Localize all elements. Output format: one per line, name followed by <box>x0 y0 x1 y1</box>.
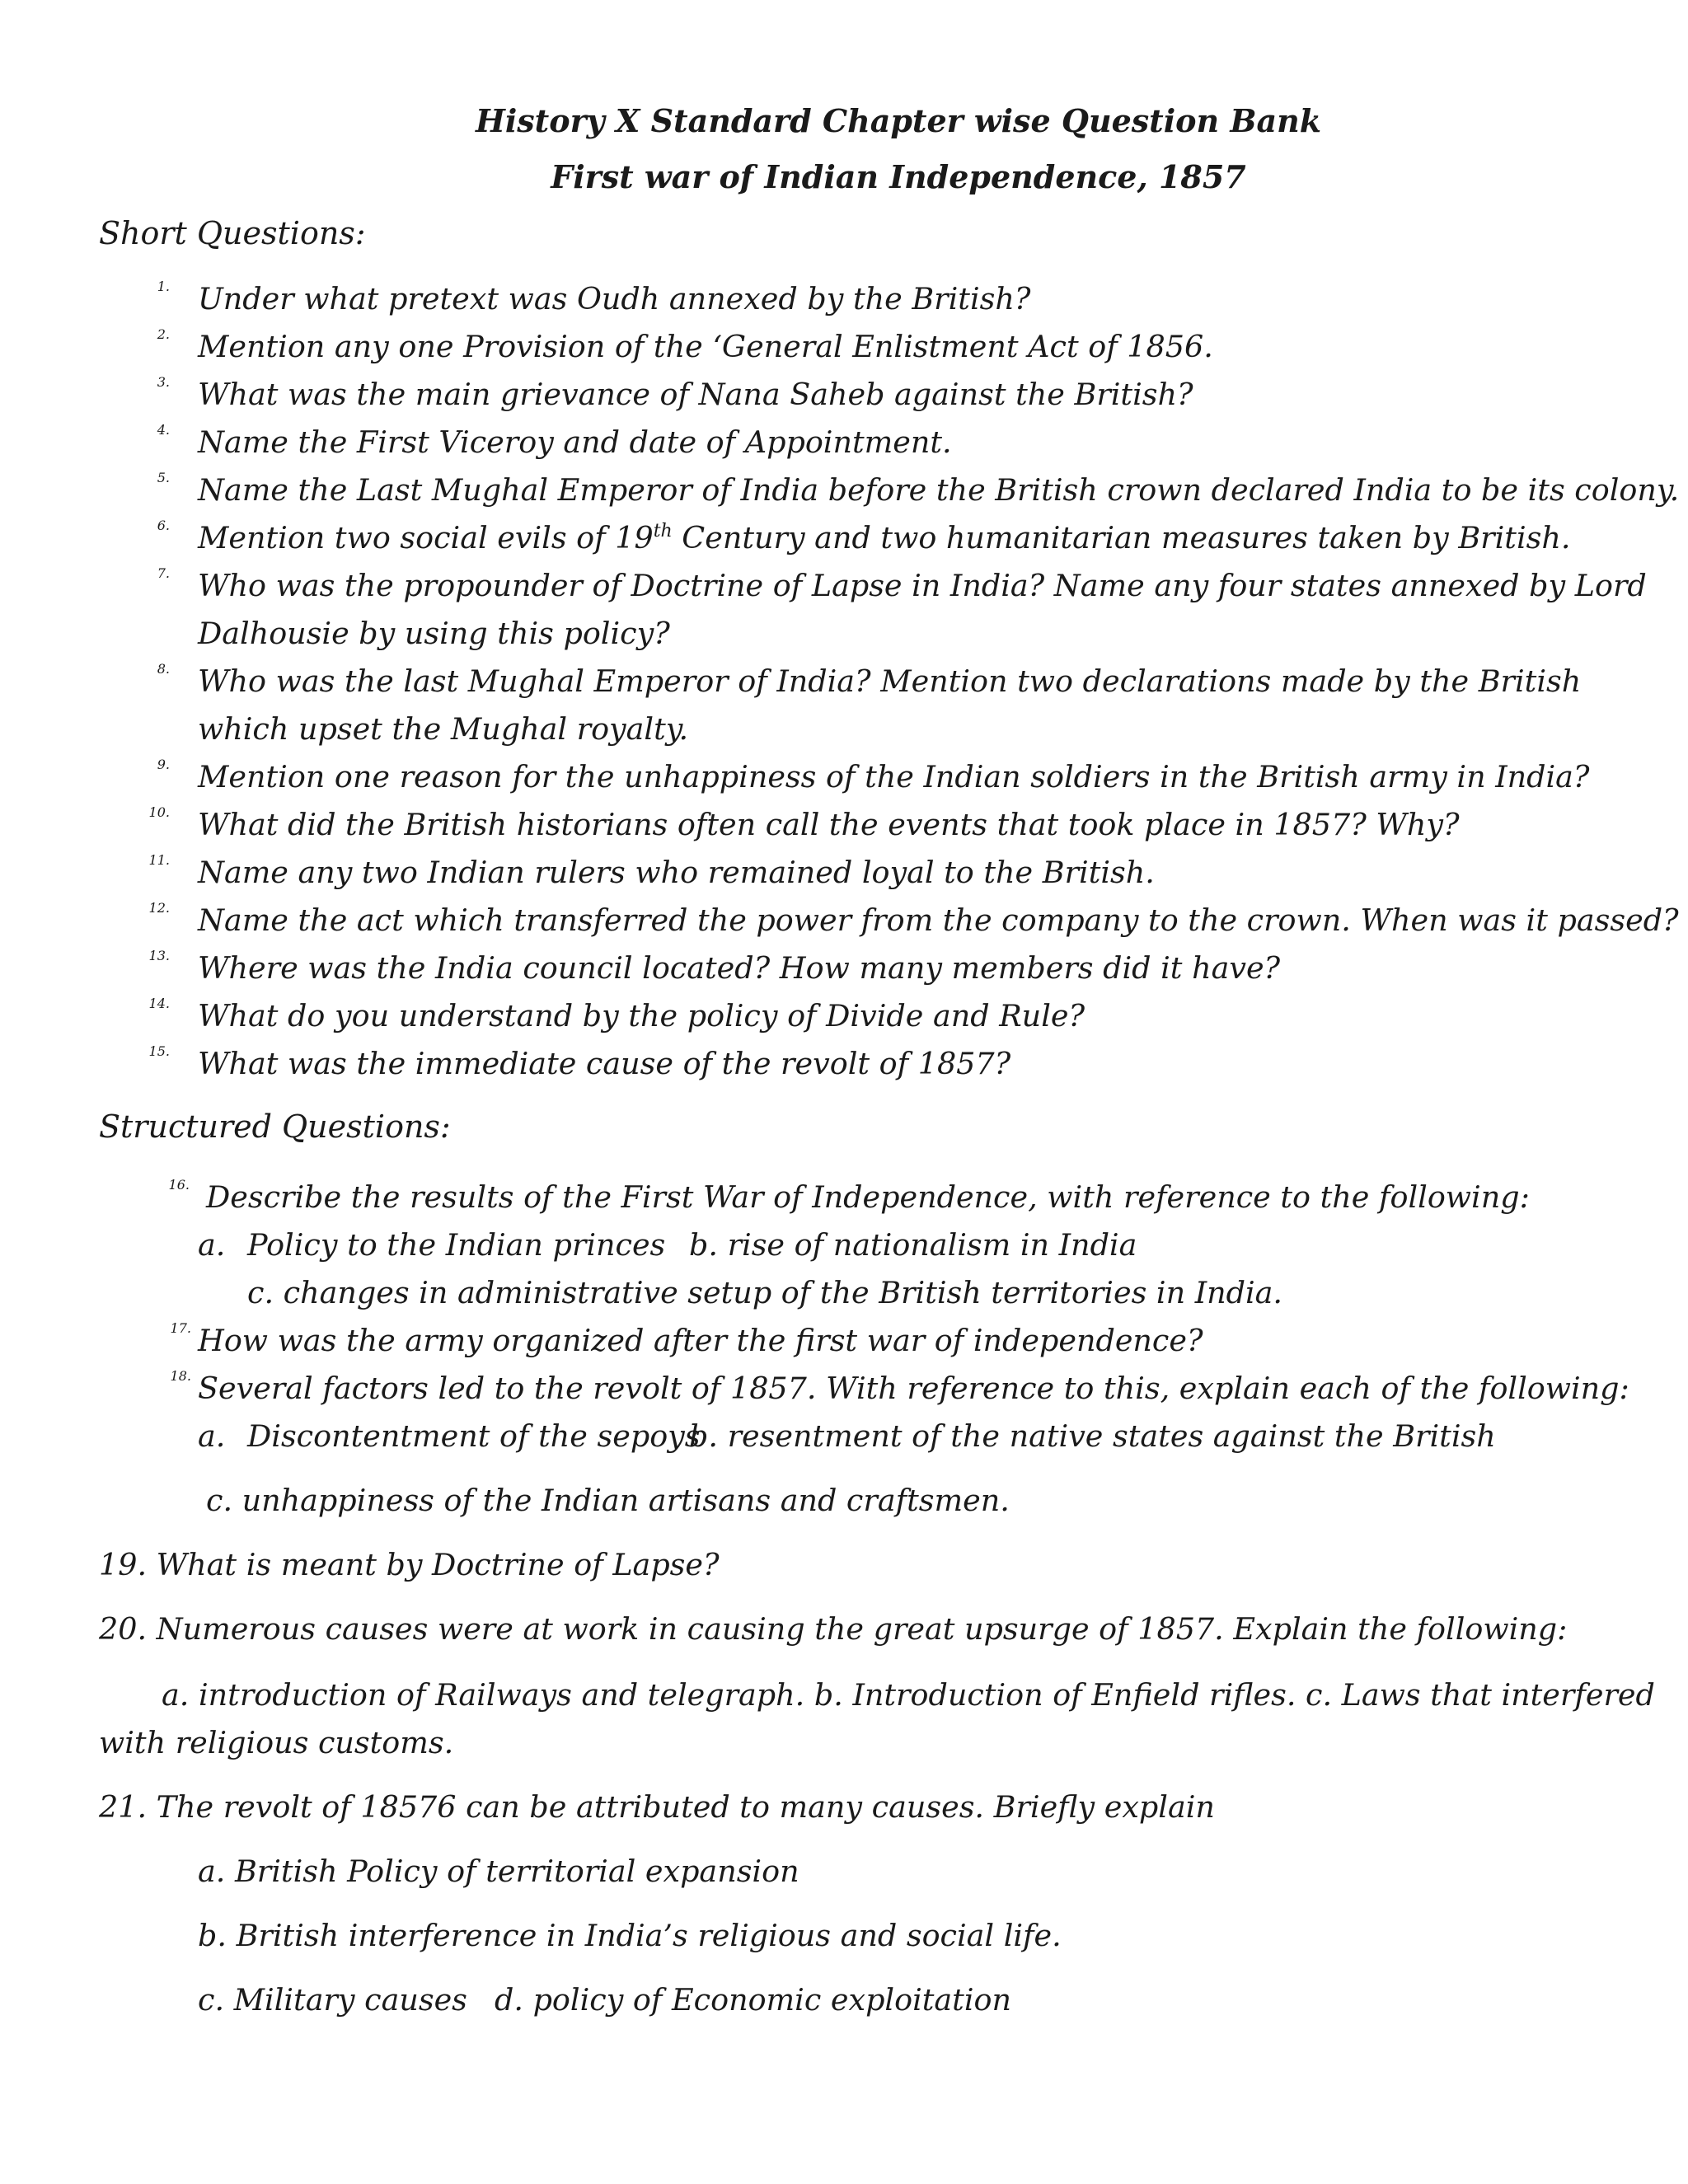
question-number: 11. <box>148 852 170 868</box>
option-c: c. changes in administrative setup of the British territories in India. <box>247 1275 1283 1310</box>
question-number: 1. <box>157 279 170 294</box>
question-number: 5. <box>157 470 170 485</box>
question-text: Under what pretext was Oudh annexed by the British? <box>198 281 1031 316</box>
question-number: 17. <box>170 1320 191 1336</box>
short-question-5 <box>0 470 1688 511</box>
short-question-4 <box>0 422 1688 463</box>
option-c: c. Military causes <box>198 1982 467 2018</box>
ordinal-superscript: th <box>653 521 673 541</box>
option-a: Discontentment of the sepoys <box>247 1418 701 1454</box>
question-text: What did the British historians often call the events that took place in 1857? Why? <box>198 807 1460 842</box>
question-number: 3. <box>157 374 170 390</box>
question-text: Name the act which transferred the power from the company to the crown. When was it passed? <box>198 902 1679 938</box>
question-text-continued: which upset the Mughal royalty. <box>198 711 689 747</box>
question-number: 13. <box>148 948 170 963</box>
question-number: 7. <box>157 565 170 581</box>
short-question-3 <box>0 374 1688 415</box>
short-question-6 <box>0 518 1688 559</box>
option-label: a. <box>198 1227 226 1263</box>
short-question-9 <box>0 757 1688 798</box>
option-b: b. British interference in India’s religious and social life. <box>198 1918 1062 1953</box>
short-question-13 <box>0 948 1688 989</box>
short-question-7 <box>0 565 1688 651</box>
question-number: 15. <box>148 1043 170 1059</box>
short-question-10 <box>0 804 1688 846</box>
option-b: b. resentment of the native states against the British <box>689 1418 1496 1454</box>
question-text: Name the First Viceroy and date of Appointment. <box>198 424 952 460</box>
chapter-title: First war of Indian Independence, 1857 <box>551 158 1246 195</box>
question-text-part: Century and two humanitarian measures taken by British. <box>672 520 1571 555</box>
question-text-part: Mention two social evils of 19 <box>198 520 654 555</box>
question-number: 12. <box>148 900 170 916</box>
question-21: 21. The revolt of 18576 can be attributed to many causes. Briefly explain <box>99 1789 1215 1825</box>
question-20-options-cont: with religious customs. <box>99 1725 454 1760</box>
question-text: What was the immediate cause of the revolt of 1857? <box>198 1046 1011 1081</box>
short-question-14 <box>0 996 1688 1037</box>
option-a: a. British Policy of territorial expansion <box>198 1854 799 1889</box>
question-number: 8. <box>157 661 170 677</box>
short-questions-heading: Short Questions: <box>99 215 366 251</box>
question-text: Name any two Indian rulers who remained loyal to the British. <box>198 855 1155 890</box>
question-text: Who was the last Mughal Emperor of India? Mention two declarations made by the British <box>198 663 1582 699</box>
question-text-continued: Dalhousie by using this policy? <box>198 616 670 651</box>
question-text: Describe the results of the First War of Independence, with reference to the following: <box>206 1179 1530 1215</box>
question-text: Mention any one Provision of the ‘General Enlistment Act of 1856. <box>198 329 1213 364</box>
question-number: 2. <box>157 326 170 342</box>
question-text: How was the army organized after the first war of independence? <box>198 1323 1203 1358</box>
option-label: a. <box>198 1418 226 1454</box>
question-text: Who was the propounder of Doctrine of Lapse in India? Name any four states annexed by Lord <box>198 568 1647 603</box>
question-number: 6. <box>157 518 170 533</box>
short-question-12 <box>0 900 1688 941</box>
question-text: Name the Last Mughal Emperor of India before the British crown declared India to be its colony. <box>198 472 1680 508</box>
document-title: History X Standard Chapter wise Question Bank <box>475 102 1322 139</box>
question-text <box>198 518 1570 559</box>
option-a: Policy to the Indian princes <box>247 1227 666 1263</box>
question-text: Several factors led to the revolt of 1857. With reference to this, explain each of the following: <box>198 1371 1629 1406</box>
question-text: Mention one reason for the unhappiness of the Indian soldiers in the British army in India? <box>198 759 1590 794</box>
option-d: d. policy of Economic exploitation <box>495 1982 1012 2018</box>
question-number: 4. <box>157 422 170 438</box>
question-19: 19. What is meant by Doctrine of Lapse? <box>99 1547 720 1582</box>
option-b: b. rise of nationalism in India <box>689 1227 1137 1263</box>
question-20: 20. Numerous causes were at work in causing the great upsurge of 1857. Explain the following: <box>99 1611 1568 1647</box>
short-question-11 <box>0 852 1688 893</box>
structured-questions-heading: Structured Questions: <box>99 1108 451 1145</box>
option-c: c. unhappiness of the Indian artisans and craftsmen. <box>206 1483 1010 1518</box>
question-text: What do you understand by the policy of Divide and Rule? <box>198 998 1085 1033</box>
question-number: 18. <box>170 1368 191 1384</box>
question-17 <box>0 1320 1688 1361</box>
short-question-8 <box>0 661 1688 747</box>
question-number: 14. <box>148 996 170 1011</box>
question-number: 16. <box>168 1177 190 1193</box>
question-number: 10. <box>148 804 170 820</box>
question-16 <box>0 1177 1688 1218</box>
short-question-15 <box>0 1043 1688 1085</box>
question-text: Where was the India council located? How many members did it have? <box>198 950 1281 986</box>
question-20-options: a. introduction of Railways and telegraph. b. Introduction of Enfield rifles. c. Laws that interfered <box>162 1677 1655 1713</box>
question-number: 9. <box>157 757 170 772</box>
short-question-1 <box>0 279 1688 320</box>
question-text: What was the main grievance of Nana Saheb against the British? <box>198 377 1193 412</box>
short-question-2 <box>0 326 1688 368</box>
question-18 <box>0 1368 1688 1409</box>
